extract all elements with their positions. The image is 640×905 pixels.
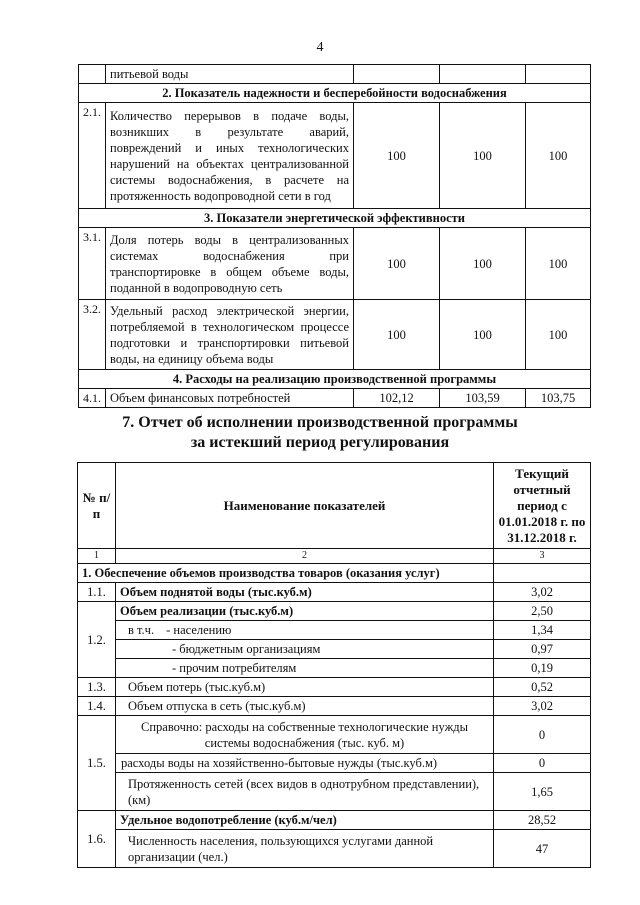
value-cell: 100 [526, 300, 591, 370]
value-cell: 103,59 [440, 389, 526, 408]
value-cell: 28,52 [494, 811, 591, 830]
section-row [79, 84, 591, 103]
table-row [78, 602, 591, 621]
table-row [79, 65, 591, 84]
indicators-table [78, 64, 591, 408]
value-cell: 103,75 [526, 389, 591, 408]
table-row [79, 300, 591, 370]
row-text: Количество перерывов в подаче воды, возникших в результате аварий, повреждений и иных технологических нарушений на объектах централизованной системы водоснабжения, в расчете на протяженность водопроводной сети в год [106, 103, 354, 209]
value-cell: 1,34 [494, 621, 591, 640]
row-text: Доля потерь воды в централизованных системах водоснабжения при транспортировке в общем объеме воды, поданной в водопроводную сеть [106, 228, 354, 300]
value-cell: 100 [526, 228, 591, 300]
table-row [79, 103, 591, 209]
col-number: 1 [78, 549, 116, 564]
report-table [77, 462, 591, 868]
row-text: - прочим потребителям [116, 659, 494, 678]
row-number: 2.1. [79, 103, 106, 209]
row-text: Объем финансовых потребностей [106, 389, 354, 408]
section-heading-1: 1. Обеспечение объемов производства товаров (оказания услуг) [78, 564, 494, 583]
column-numbers-row [78, 549, 591, 564]
row-text: Удельный расход электрической энергии, потребляемой в технологическом процессе подготовки и транспортировки питьевой воды, на единицу объема воды [106, 300, 354, 370]
value-cell: 100 [440, 300, 526, 370]
value-cell: 100 [354, 300, 440, 370]
row-number: 1.4. [78, 697, 116, 716]
table-row [78, 754, 591, 773]
value-cell: 3,02 [494, 697, 591, 716]
table-row [78, 697, 591, 716]
row-number: 1.3. [78, 678, 116, 697]
value-cell: 100 [354, 228, 440, 300]
row-number: 1.1. [78, 583, 116, 602]
row-prefix: в т.ч. [128, 623, 155, 637]
value-cell: 0 [494, 754, 591, 773]
value-cell: 1,65 [494, 773, 591, 811]
row-text: Объем поднятой воды (тыс.куб.м) [116, 583, 494, 602]
row-text [116, 621, 494, 640]
header-row [78, 463, 591, 549]
row-text: Объем отпуска в сеть (тыс.куб.м) [116, 697, 494, 716]
row-text: питьевой воды [106, 65, 354, 84]
row-number: 3.1. [79, 228, 106, 300]
value-cell: 100 [526, 103, 591, 209]
header-name: Наименование показателей [116, 463, 494, 549]
value-cell: 2,50 [494, 602, 591, 621]
value-cell: 0,97 [494, 640, 591, 659]
value-cell: 3,02 [494, 583, 591, 602]
table-row [78, 583, 591, 602]
header-num: № п/п [78, 463, 116, 549]
row-text: Численность населения, пользующихся услугами данной организации (чел.) [116, 830, 494, 868]
value-cell: 47 [494, 830, 591, 868]
section-title-line-2: за истекший период регулирования [190, 434, 450, 451]
table-row [78, 640, 591, 659]
value-cell: 100 [354, 103, 440, 209]
table-row [78, 621, 591, 640]
row-text: - бюджетным организациям [116, 640, 494, 659]
section-row [79, 209, 591, 228]
table-row [79, 228, 591, 300]
row-subtext: - населению [166, 623, 232, 637]
table-row [78, 811, 591, 830]
row-text: расходы воды на хозяйственно-бытовые нужды (тыс.куб.м) [116, 754, 494, 773]
row-number: 3.2. [79, 300, 106, 370]
table-row [79, 389, 591, 408]
section-row [78, 564, 591, 583]
value-cell: 0,19 [494, 659, 591, 678]
row-number: 1.6. [78, 811, 116, 868]
table-row [78, 716, 591, 754]
row-text: Удельное водопотребление (куб.м/чел) [116, 811, 494, 830]
col-number: 2 [116, 549, 494, 564]
section-row [79, 370, 591, 389]
section-heading-4: 4. Расходы на реализацию производственной программы [79, 370, 591, 389]
header-period: Текущий отчетный период с 01.01.2018 г. по 31.12.2018 г. [494, 463, 591, 549]
value-cell: 0 [494, 716, 591, 754]
value-cell: 0,52 [494, 678, 591, 697]
table-row [78, 773, 591, 811]
page-number: 4 [316, 40, 324, 55]
table-row [78, 659, 591, 678]
section-heading-2: 2. Показатель надежности и бесперебойности водоснабжения [79, 84, 591, 103]
value-cell: 102,12 [354, 389, 440, 408]
table-row [78, 678, 591, 697]
section-heading-3: 3. Показатели энергетической эффективности [79, 209, 591, 228]
row-text: Объем реализации (тыс.куб.м) [116, 602, 494, 621]
value-cell: 100 [440, 228, 526, 300]
row-number: 1.5. [78, 716, 116, 811]
row-text: Справочно: расходы на собственные технологические нужды системы водоснабжения (тыс. куб. м) [116, 716, 494, 754]
table-row [78, 830, 591, 868]
section-title-line-1: 7. Отчет об исполнении производственной программы [122, 414, 518, 431]
col-number: 3 [494, 549, 591, 564]
value-cell: 100 [440, 103, 526, 209]
row-number: 1.2. [78, 602, 116, 678]
row-text: Объем потерь (тыс.куб.м) [116, 678, 494, 697]
row-number: 4.1. [79, 389, 106, 408]
row-text: Протяженность сетей (всех видов в однотрубном представлении), (км) [116, 773, 494, 811]
